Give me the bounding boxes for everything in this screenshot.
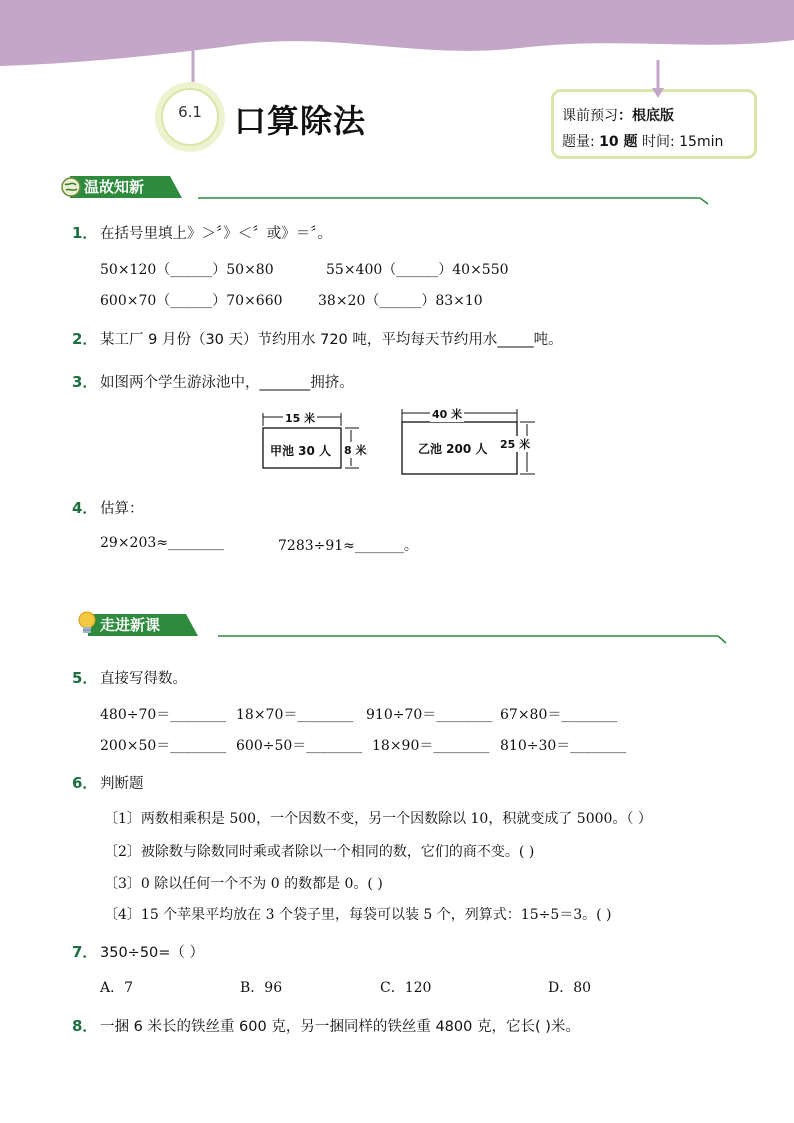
section-review-title: 温故知新 — [84, 178, 145, 196]
info-count: 10 题 — [599, 134, 638, 150]
q6-text: 判断题 — [100, 776, 144, 792]
q4-item: 29×203≈________ — [100, 535, 224, 551]
q4-number: 4． — [72, 499, 98, 517]
q5-number: 5． — [72, 669, 98, 687]
page-title: 口算除法 — [234, 102, 367, 140]
q1-item: 55×400（______）40×550 — [326, 262, 509, 278]
q1-item: 600×70（______）70×660 — [100, 293, 283, 309]
q7-option: B．96 — [240, 980, 283, 996]
q8-number: 8． — [72, 1017, 98, 1035]
q5-item: 600÷50＝________ — [236, 738, 363, 754]
q5-item: 200×50＝________ — [100, 738, 227, 754]
pool-b-label: 乙池 200 人 — [418, 442, 488, 456]
q8-text: 一捆 6 米长的铁丝重 600 克，另一捆同样的铁丝重 4800 克，它长( )米。 — [100, 1019, 580, 1035]
info-row-stats — [562, 131, 723, 151]
q1-item: 38×20（______）83×10 — [318, 293, 483, 309]
pool-a-width: 15 米 — [285, 412, 316, 425]
info-label: 课前预习 — [562, 108, 618, 124]
pool-b-width: 40 米 — [432, 408, 463, 421]
q5-text: 直接写得数。 — [100, 671, 187, 687]
q1-number: 1． — [72, 224, 98, 242]
pin-icon — [650, 86, 666, 100]
section-review-banner — [58, 176, 718, 206]
q5-item: 810÷30＝________ — [500, 738, 627, 754]
pool-a-label: 甲池 30 人 — [270, 444, 332, 458]
pool-a-height: 8 米 — [344, 444, 367, 457]
q6-number: 6． — [72, 774, 98, 792]
q5-item: 18×90＝________ — [372, 738, 490, 754]
pool-b-height: 25 米 — [500, 438, 531, 451]
q2-number: 2． — [72, 330, 98, 348]
q7-option: C．120 — [380, 980, 432, 996]
q4-text: 估算： — [100, 501, 144, 517]
q3-text: 如图两个学生游泳池中，_______拥挤。 — [100, 375, 354, 391]
info-time: 时间: 15min — [641, 134, 724, 150]
q7-option: D．80 — [548, 980, 592, 996]
lightbulb-icon — [76, 610, 98, 636]
info-row-type — [562, 105, 674, 125]
q1-text: 在括号里填上》＞〞》＜〞或》＝〞。 — [100, 226, 332, 242]
q5-item: 480÷70＝________ — [100, 707, 227, 723]
lesson-number: 6.1 — [178, 103, 202, 121]
q3-number: 3． — [72, 373, 98, 391]
q7-option: A．7 — [100, 980, 134, 996]
q6-item: 〔2〕被除数与除数同时乘或者除以一个相同的数，它们的商不变。( ) — [104, 844, 535, 860]
q6-item: 〔1〕两数相乘积是 500，一个因数不变，另一个因数除以 10，积就变成了 5000。（ ） — [104, 811, 652, 827]
header-wave-banner — [0, 0, 794, 90]
globe-icon — [60, 176, 82, 198]
q7-number: 7． — [72, 943, 98, 961]
q6-item: 〔3〕0 除以任何一个不为 0 的数都是 0。( ) — [104, 876, 383, 892]
section-new-title: 走进新课 — [100, 616, 161, 634]
q5-item: 910÷70＝________ — [366, 707, 493, 723]
q4-item: 7283÷91≈_______。 — [278, 538, 418, 554]
info-count-label: 题量: — [562, 134, 595, 150]
q6-item: 〔4〕15 个苹果平均放在 3 个袋子里，每袋可以装 5 个，列算式：15÷5＝3。( ) — [104, 907, 612, 923]
section-new-banner — [74, 612, 734, 646]
q7-text: 350÷50=（ ） — [100, 945, 205, 961]
q5-item: 67×80＝________ — [500, 707, 618, 723]
q2-text: 某工厂 9 月份（30 天）节约用水 720 吨，平均每天节约用水_____吨。 — [100, 332, 563, 348]
q1-item: 50×120（______）50×80 — [100, 262, 274, 278]
q5-item: 18×70＝________ — [236, 707, 354, 723]
info-version: ：根底版 — [618, 108, 674, 124]
